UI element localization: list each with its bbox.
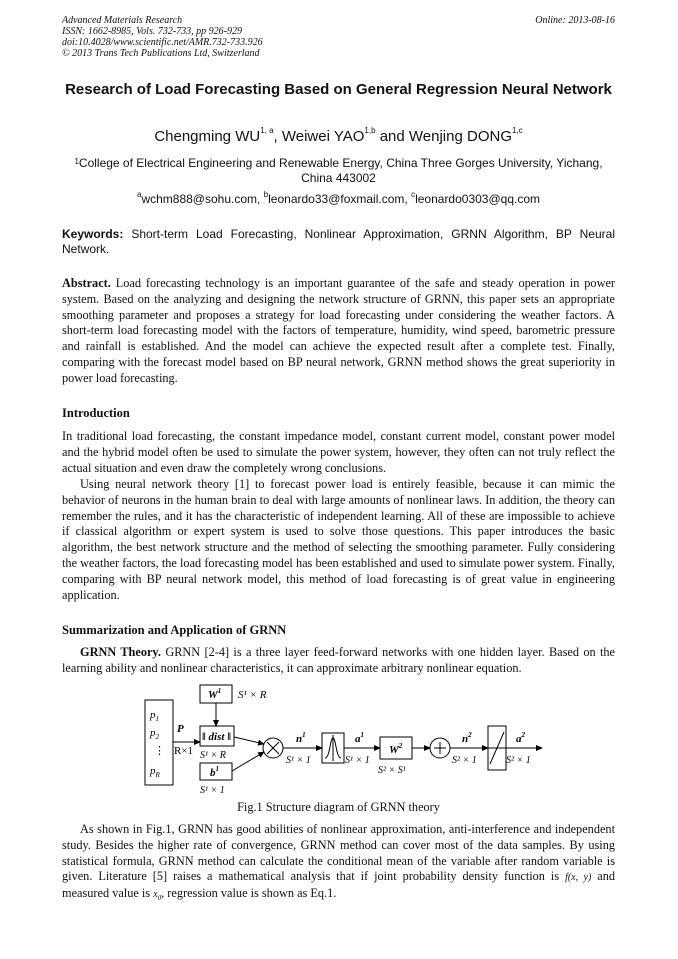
- author-and: and: [379, 128, 405, 145]
- grnn-theory-label: GRNN Theory.: [80, 645, 161, 659]
- label-Rx1: R×1: [174, 745, 194, 757]
- input-p2: $p_2$: [150, 727, 159, 741]
- email-link[interactable]: wchm888@sohu.com,: [141, 192, 261, 206]
- after-fig-text-2: and measured value is: [62, 869, 616, 901]
- intro-paragraph-2: Using neural network theory [1] to forecast power load is entirely feasible, because it can mimic the behavior of neurons in the human brain to deal with large amounts of nonlinear laws. In addition, the theory can remember the rules, and it has the characteristic of independent learning. All of these are impossible to achieve if classical algorithm or expert system is used to solve those questions. This paper introduces the basic algorithm, the best network structure and the method of selecting the smoothing parameter. Fully considering the weather factors, the load forecasting model has been established and used to simulate power system. Finally, comparing with BP neural network model, this method of load forecasting is of great value in engineering application.: [62, 477, 615, 602]
- w2-dim: S² × S¹: [378, 765, 406, 776]
- doi: doi:10.4028/www.scientific.net/AMR.732-733.926: [62, 37, 263, 48]
- dist-dim: S¹ × R: [200, 750, 226, 761]
- section-heading-introduction: Introduction: [62, 406, 130, 420]
- keywords-text: Short-term Load Forecasting, Nonlinear Approximation, GRNN Algorithm, BP Neural Network.: [62, 227, 615, 256]
- intro-paragraph-1: In traditional load forecasting, the constant impedance model, constant current model, constant power model and the hybrid model often be used to simulate the power system, however, they often can not truly reflect the actual situation and even draw the completely wrong conclusions.: [62, 429, 615, 475]
- keywords-label: Keywords:: [62, 227, 124, 241]
- grnn-structure-diagram: [140, 680, 550, 800]
- after-fig-text-3: , regression value is shown as Eq.1.: [161, 886, 337, 901]
- copyright: © 2013 Trans Tech Publications Ltd, Switzerland: [62, 48, 260, 59]
- journal-name: Advanced Materials Research: [62, 15, 183, 26]
- online-date: Online: 2013-08-16: [535, 15, 615, 26]
- abstract-label: Abstract.: [62, 276, 111, 290]
- figure-caption: Fig.1 Structure diagram of GRNN theory: [237, 800, 440, 814]
- author-sup: 1,b: [364, 126, 376, 135]
- author-list: Chengming WU$^{1, a}$, Weiwei YAO$^{1,b}$ and Wenjing DONG$^{1,c}$: [154, 126, 523, 145]
- w1-dim: S¹ × R: [238, 689, 267, 701]
- email-link[interactable]: leonardo33@foxmail.com,: [268, 192, 408, 206]
- issn: ISSN: 1662-8985, Vols. 732-733, pp 926-929: [62, 26, 242, 37]
- w2-label: $W^2$: [389, 742, 403, 756]
- a1-dim: S¹ × 1: [345, 755, 370, 766]
- author-name: Wenjing DONG: [408, 128, 512, 145]
- b1-label: $b^1$: [210, 765, 219, 779]
- input-p1: $p_1$: [150, 709, 159, 723]
- email-sup: b: [263, 190, 269, 199]
- author-name: Weiwei YAO: [281, 128, 365, 145]
- author-name: Chengming WU: [154, 128, 261, 145]
- grnn-theory-text: GRNN [2-4] is a three layer feed-forward networks with one hidden layer. Based on the learning ability and nonlinear characteristics, it can approximate arbitrary nonlinear equation.: [62, 645, 615, 675]
- after-figure-paragraph: [62, 822, 615, 907]
- journal-header: [62, 15, 263, 59]
- email-sup: c: [411, 190, 416, 199]
- section-heading-summarization: Summarization and Application of GRNN: [62, 623, 287, 637]
- label-P: P: [177, 723, 184, 735]
- email-list: [62, 192, 615, 206]
- dist-label: ‖ dist ‖: [202, 731, 231, 743]
- abstract-text: Load forecasting technology is an important guarantee of the safe and steady operation in power system. Based on the analyzing and designing the network structure of GRNN, this paper sets an appropriate smoothing parameter and proposes a strategy for load forecasting under considering the weather factors. A short-term load forecasting model with the factors of temperature, humidity, wind speed, barometric pressure and rainfall is established. And the model can achieve the expected result after a complete test. Finally, comparing with the forecast model based on BP neural network, GRNN method shows the great superiority in power load forecasting.: [62, 276, 615, 385]
- w1-label: $W^1$: [208, 687, 222, 701]
- a1-label: $a^1$: [355, 731, 364, 745]
- b1-dim: S¹ × 1: [200, 785, 225, 796]
- n1-dim: S¹ × 1: [286, 755, 311, 766]
- joint-density-function: f(x, y): [565, 872, 592, 884]
- input-dots: ⋮: [154, 745, 165, 757]
- grnn-theory-paragraph: [62, 645, 615, 677]
- affiliation: [62, 156, 615, 186]
- a2-dim: S² × 1: [506, 755, 531, 766]
- affiliation-text: College of Electrical Engineering and Renewable Energy, China Three Gorges University, Yichang, China 443002: [78, 156, 603, 185]
- after-fig-text-1: As shown in Fig.1, GRNN has good abilities of nonlinear approximation, anti-interference and independent study. Besides the higher rate of convergence, GRNN method can cover most of the data samples. By using statistical formula, GRNN method can calculate the conditional mean of the variable after random variable is given. Literature [5] raises a mathematical analysis that if joint probability density function is: [62, 822, 615, 884]
- affiliation-sup: 1: [74, 157, 79, 166]
- measured-value-symbol: $x_0$: [153, 889, 162, 903]
- n2-dim: S² × 1: [452, 755, 477, 766]
- email-sup: a: [136, 190, 142, 199]
- n1-label: $n^1$: [296, 731, 306, 745]
- keywords: [62, 227, 615, 257]
- n2-label: $n^2$: [462, 731, 472, 745]
- paper-title: Research of Load Forecasting Based on General Regression Neural Network: [65, 81, 612, 98]
- email-link[interactable]: leonardo0303@qq.com: [415, 192, 541, 206]
- abstract: [62, 276, 615, 387]
- input-pr: $p_R$: [150, 765, 160, 779]
- author-sup: 1, a: [260, 126, 274, 135]
- a2-label: $a^2$: [516, 731, 525, 745]
- author-sup: 1,c: [512, 126, 523, 135]
